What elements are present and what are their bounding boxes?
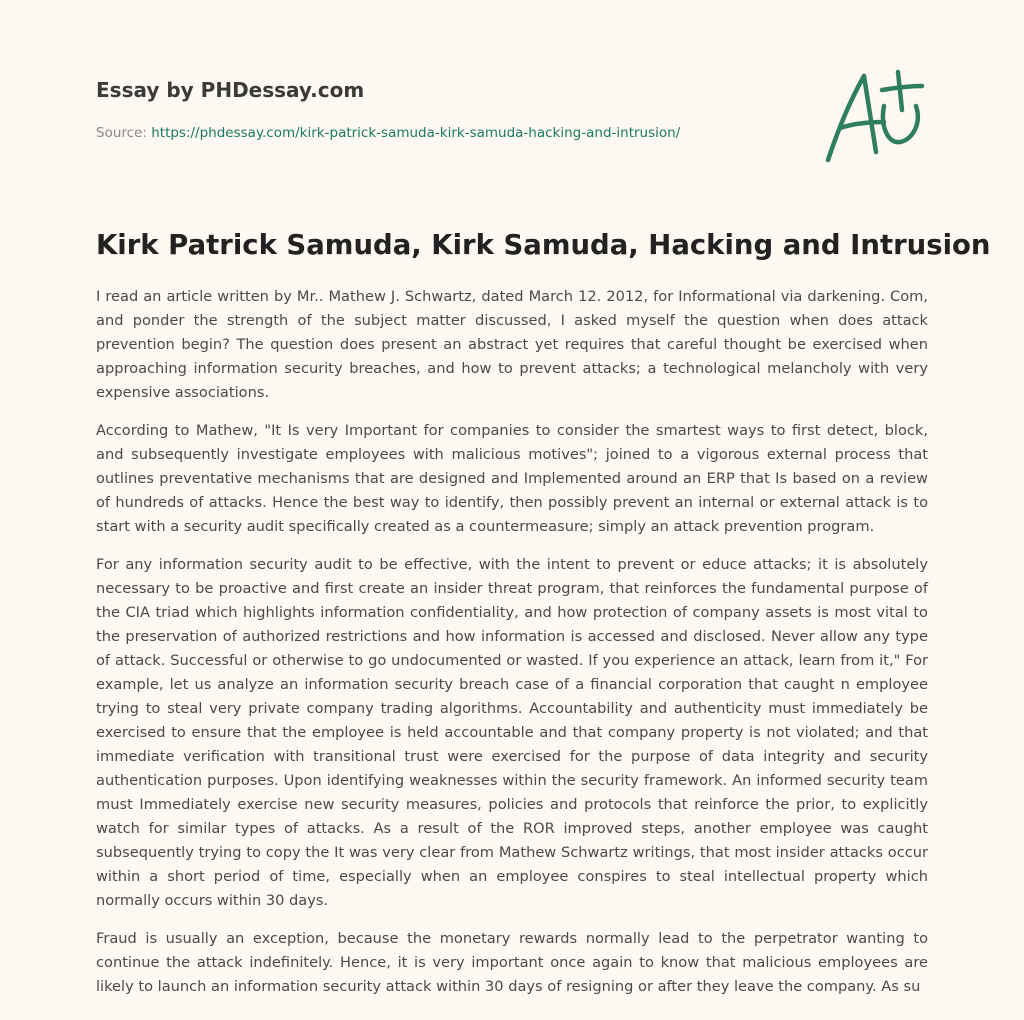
a-plus-logo-icon bbox=[818, 66, 930, 166]
essay-title: Kirk Patrick Samuda, Kirk Samuda, Hacking and Intrusion bbox=[96, 229, 991, 261]
source-label: Source: bbox=[96, 125, 152, 141]
essay-paragraph: For any information security audit to be effective, with the intent to prevent or educe attacks; it is absolutely necessary to be proactive and first create an insider threat program, that reinforces the fundamental purpose of the CIA triad which highlights information confidentiality, and how protection of company assets is most vital to the preservation of authorized restrictions and how information is accessed and disclosed. Never allow any type of attack. Successful or otherwise to go undocumented or wasted. If you experience an attack, learn from it," For example, let us analyze an information security breach case of a financial corporation that caught n employee trying to steal very private company trading algorithms. Accountability and authenticity must immediately be exercised to ensure that the employee is held accountable and that company property is not violated; and that immediate verification with transitional trust were exercised for the purpose of data integrity and security authentication purposes. Upon identifying weaknesses within the security framework. An informed security team must Immediately exercise new security measures, policies and protocols that reinforce the prior, to explicitly watch for similar types of attacks. As a result of the ROR improved steps, another employee was caught subsequently trying to copy the It was very clear from Mathew Schwartz writings, that most insider attacks occur within a short period of time, especially when an employee conspires to steal intellectual property which normally occurs within 30 days. bbox=[96, 556, 928, 909]
essay-paragraph: According to Mathew, "It Is very Important for companies to consider the smartest ways to first detect, block, and subsequently investigate employees with malicious motives"; joined to a vigorous external process that outlines preventative mechanisms that are designed and Implemented around an ERP that Is based on a review of hundreds of attacks. Hence the best way to identify, then possibly prevent an internal or external attack is to start with a security audit specifically created as a countermeasure; simply an attack prevention program. bbox=[96, 422, 928, 535]
source-link[interactable]: https://phdessay.com/kirk-patrick-samuda-kirk-samuda-hacking-and-intrusion/ bbox=[151, 125, 681, 141]
site-title: Essay by PHDessay.com bbox=[96, 78, 365, 102]
essay-paragraph: Fraud is usually an exception, because the monetary rewards normally lead to the perpetrator wanting to continue the attack indefinitely. Hence, it is very important once again to know that malicious employees are likely to launch an information security attack within 30 days of resigning or after they leave the company. As su bbox=[96, 930, 928, 995]
essay-body bbox=[96, 285, 928, 1013]
essay-paragraph: I read an article written by Mr.. Mathew J. Schwartz, dated March 12. 2012, for Informational via darkening. Com, and ponder the strength of the subject matter discussed, I asked myself the question when does attack prevention begin? The question does present an abstract yet requires that careful thought be exercised when approaching information security breaches, and how to prevent attacks; a technological melancholy with very expensive associations. bbox=[96, 288, 928, 401]
source-line bbox=[96, 124, 796, 142]
page-header bbox=[96, 76, 796, 142]
